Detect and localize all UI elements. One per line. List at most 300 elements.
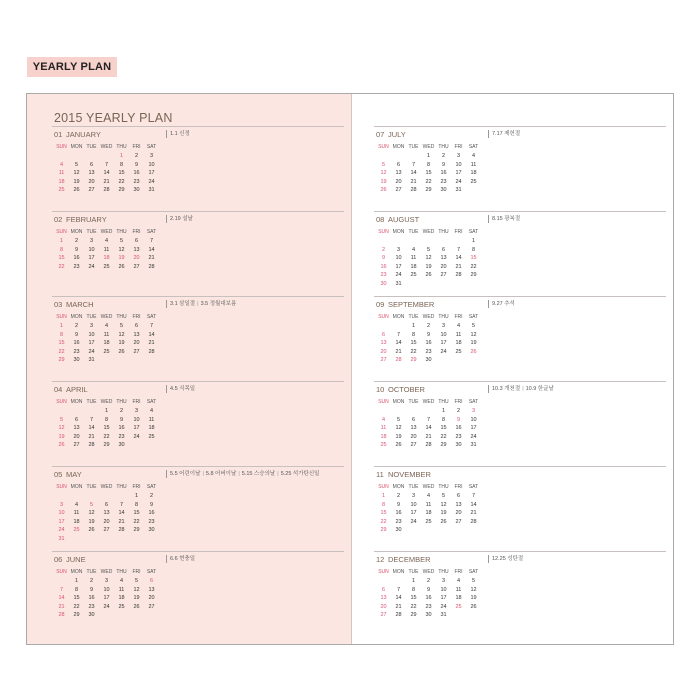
day-cell[interactable]: 25 — [455, 603, 462, 610]
day-cell[interactable]: 15 — [470, 255, 477, 262]
day-cell[interactable]: 19 — [73, 178, 80, 185]
day-cell[interactable]: 7 — [396, 331, 401, 338]
day-cell[interactable]: 1 — [411, 323, 416, 329]
day-cell[interactable]: 1 — [59, 238, 64, 244]
day-cell[interactable]: 10 — [58, 510, 65, 517]
day-cell[interactable]: 28 — [470, 518, 477, 525]
day-cell[interactable]: 24 — [440, 348, 447, 355]
day-cell[interactable]: 6 — [134, 323, 139, 329]
day-cell[interactable]: 18 — [470, 170, 477, 177]
day-cell[interactable]: 5 — [119, 238, 124, 244]
day-cell[interactable]: 12 — [118, 331, 125, 338]
day-cell[interactable]: 21 — [148, 340, 155, 347]
day-cell[interactable]: 26 — [440, 518, 447, 525]
day-cell[interactable]: 29 — [118, 187, 125, 194]
day-cell[interactable]: 11 — [148, 416, 155, 423]
day-cell[interactable]: 9 — [119, 416, 124, 423]
day-cell[interactable]: 15 — [73, 595, 80, 602]
day-cell[interactable]: 7 — [104, 161, 109, 168]
day-cell[interactable]: 21 — [118, 518, 125, 525]
day-cell[interactable]: 21 — [58, 603, 65, 610]
day-cell[interactable]: 8 — [411, 331, 416, 338]
day-cell[interactable]: 23 — [133, 178, 140, 185]
day-cell[interactable]: 19 — [380, 178, 387, 185]
day-cell[interactable]: 30 — [425, 357, 432, 364]
day-cell[interactable]: 6 — [411, 416, 416, 423]
day-cell[interactable]: 9 — [134, 161, 139, 168]
day-cell[interactable]: 28 — [425, 442, 432, 449]
day-cell[interactable]: 30 — [148, 527, 155, 534]
day-cell[interactable]: 13 — [133, 246, 140, 253]
day-cell[interactable]: 5 — [134, 578, 139, 584]
day-cell[interactable]: 8 — [134, 501, 139, 508]
day-cell[interactable]: 17 — [103, 595, 110, 602]
day-cell[interactable]: 24 — [440, 603, 447, 610]
day-cell[interactable]: 16 — [133, 170, 140, 177]
day-cell[interactable]: 22 — [118, 178, 125, 185]
day-cell[interactable]: 24 — [395, 272, 402, 279]
day-cell[interactable]: 19 — [395, 433, 402, 440]
day-cell[interactable]: 11 — [103, 331, 110, 338]
day-cell[interactable]: 24 — [88, 263, 95, 270]
day-cell[interactable]: 24 — [133, 433, 140, 440]
day-cell[interactable]: 21 — [395, 603, 402, 610]
day-cell[interactable]: 28 — [148, 348, 155, 355]
day-cell[interactable]: 29 — [103, 442, 110, 449]
day-cell[interactable]: 2 — [456, 408, 461, 414]
day-cell[interactable]: 1 — [119, 153, 124, 159]
day-cell[interactable]: 28 — [103, 187, 110, 194]
day-cell[interactable]: 27 — [133, 263, 140, 270]
day-cell[interactable]: 20 — [395, 178, 402, 185]
day-cell[interactable]: 20 — [380, 603, 387, 610]
day-cell[interactable]: 22 — [425, 178, 432, 185]
day-cell[interactable]: 24 — [410, 518, 417, 525]
day-cell[interactable]: 27 — [410, 442, 417, 449]
day-cell[interactable]: 19 — [133, 595, 140, 602]
day-cell[interactable]: 6 — [441, 246, 446, 253]
day-cell[interactable]: 20 — [380, 348, 387, 355]
day-cell[interactable]: 19 — [118, 340, 125, 347]
day-cell[interactable]: 10 — [440, 331, 447, 338]
day-cell[interactable]: 20 — [148, 595, 155, 602]
day-cell[interactable]: 11 — [425, 501, 432, 508]
day-cell[interactable]: 23 — [395, 518, 402, 525]
day-cell[interactable]: 1 — [59, 323, 64, 329]
day-cell[interactable]: 15 — [380, 510, 387, 517]
day-cell[interactable]: 11 — [73, 510, 80, 517]
day-cell[interactable]: 4 — [411, 246, 416, 253]
day-cell[interactable]: 1 — [104, 408, 109, 414]
day-cell[interactable]: 2 — [119, 408, 124, 414]
day-cell[interactable]: 26 — [133, 603, 140, 610]
day-cell[interactable]: 8 — [381, 501, 386, 508]
day-cell[interactable]: 17 — [470, 425, 477, 432]
day-cell[interactable]: 26 — [58, 442, 65, 449]
day-cell[interactable]: 12 — [440, 501, 447, 508]
day-cell[interactable]: 29 — [470, 272, 477, 279]
day-cell[interactable]: 30 — [133, 187, 140, 194]
day-cell[interactable]: 25 — [118, 603, 125, 610]
day-cell[interactable]: 29 — [440, 442, 447, 449]
day-cell[interactable]: 19 — [470, 340, 477, 347]
day-cell[interactable]: 15 — [410, 340, 417, 347]
day-cell[interactable]: 21 — [103, 178, 110, 185]
day-cell[interactable]: 18 — [148, 425, 155, 432]
day-cell[interactable]: 31 — [470, 442, 477, 449]
day-cell[interactable]: 24 — [455, 178, 462, 185]
day-cell[interactable]: 24 — [103, 603, 110, 610]
day-cell[interactable]: 17 — [440, 340, 447, 347]
day-cell[interactable]: 10 — [103, 586, 110, 593]
day-cell[interactable]: 31 — [88, 357, 95, 364]
day-cell[interactable]: 9 — [426, 586, 431, 593]
day-cell[interactable]: 27 — [440, 272, 447, 279]
day-cell[interactable]: 27 — [380, 357, 387, 364]
day-cell[interactable]: 12 — [58, 425, 65, 432]
day-cell[interactable]: 9 — [89, 586, 94, 593]
day-cell[interactable]: 31 — [455, 187, 462, 194]
day-cell[interactable]: 14 — [103, 170, 110, 177]
day-cell[interactable]: 2 — [149, 493, 154, 499]
day-cell[interactable]: 15 — [440, 425, 447, 432]
day-cell[interactable]: 25 — [148, 433, 155, 440]
day-cell[interactable]: 9 — [396, 501, 401, 508]
day-cell[interactable]: 4 — [456, 578, 461, 584]
day-cell[interactable]: 21 — [148, 255, 155, 262]
day-cell[interactable]: 22 — [73, 603, 80, 610]
day-cell[interactable]: 26 — [470, 603, 477, 610]
day-cell[interactable]: 17 — [148, 170, 155, 177]
day-cell[interactable]: 22 — [133, 518, 140, 525]
day-cell[interactable]: 14 — [455, 255, 462, 262]
day-cell[interactable]: 5 — [119, 323, 124, 329]
day-cell[interactable]: 14 — [88, 425, 95, 432]
day-cell[interactable]: 21 — [470, 510, 477, 517]
day-cell[interactable]: 23 — [118, 433, 125, 440]
day-cell[interactable]: 27 — [395, 187, 402, 194]
day-cell[interactable]: 14 — [118, 510, 125, 517]
day-cell[interactable]: 1 — [411, 578, 416, 584]
day-cell[interactable]: 21 — [425, 433, 432, 440]
day-cell[interactable]: 8 — [411, 586, 416, 593]
day-cell[interactable]: 23 — [425, 603, 432, 610]
day-cell[interactable]: 11 — [380, 425, 387, 432]
day-cell[interactable]: 10 — [470, 416, 477, 423]
day-cell[interactable]: 16 — [425, 340, 432, 347]
day-cell[interactable]: 28 — [410, 187, 417, 194]
day-cell[interactable]: 9 — [74, 246, 79, 253]
day-cell[interactable]: 10 — [88, 246, 95, 253]
day-cell[interactable]: 26 — [425, 272, 432, 279]
day-cell[interactable]: 13 — [88, 170, 95, 177]
day-cell[interactable]: 10 — [455, 161, 462, 168]
day-cell[interactable]: 30 — [425, 612, 432, 619]
day-cell[interactable]: 7 — [59, 586, 64, 593]
day-cell[interactable]: 9 — [381, 255, 386, 262]
day-cell[interactable]: 12 — [425, 255, 432, 262]
day-cell[interactable]: 23 — [88, 603, 95, 610]
day-cell[interactable]: 5 — [471, 578, 476, 584]
day-cell[interactable]: 2 — [441, 153, 446, 159]
day-cell[interactable]: 12 — [470, 586, 477, 593]
day-cell[interactable]: 5 — [426, 246, 431, 253]
day-cell[interactable]: 3 — [396, 246, 401, 253]
day-cell[interactable]: 16 — [73, 340, 80, 347]
day-cell[interactable]: 8 — [74, 586, 79, 593]
day-cell[interactable]: 18 — [103, 255, 110, 262]
day-cell[interactable]: 21 — [88, 433, 95, 440]
day-cell[interactable]: 8 — [441, 416, 446, 423]
day-cell[interactable]: 13 — [455, 501, 462, 508]
day-cell[interactable]: 23 — [73, 348, 80, 355]
day-cell[interactable]: 9 — [456, 416, 461, 423]
day-cell[interactable]: 12 — [133, 586, 140, 593]
day-cell[interactable]: 4 — [456, 323, 461, 329]
day-cell[interactable]: 22 — [410, 348, 417, 355]
day-cell[interactable]: 19 — [58, 433, 65, 440]
day-cell[interactable]: 11 — [410, 255, 417, 262]
day-cell[interactable]: 8 — [59, 331, 64, 338]
day-cell[interactable]: 31 — [440, 612, 447, 619]
day-cell[interactable]: 28 — [88, 442, 95, 449]
day-cell[interactable]: 15 — [410, 595, 417, 602]
day-cell[interactable]: 10 — [440, 586, 447, 593]
day-cell[interactable]: 3 — [89, 238, 94, 244]
day-cell[interactable]: 22 — [58, 263, 65, 270]
day-cell[interactable]: 16 — [148, 510, 155, 517]
day-cell[interactable]: 14 — [58, 595, 65, 602]
day-cell[interactable]: 22 — [103, 433, 110, 440]
day-cell[interactable]: 22 — [410, 603, 417, 610]
day-cell[interactable]: 4 — [149, 408, 154, 414]
day-cell[interactable]: 3 — [441, 323, 446, 329]
day-cell[interactable]: 29 — [425, 187, 432, 194]
day-cell[interactable]: 3 — [411, 493, 416, 499]
day-cell[interactable]: 23 — [148, 518, 155, 525]
day-cell[interactable]: 4 — [74, 501, 79, 508]
day-cell[interactable]: 6 — [89, 161, 94, 168]
day-cell[interactable]: 7 — [456, 246, 461, 253]
day-cell[interactable]: 23 — [440, 178, 447, 185]
day-cell[interactable]: 26 — [88, 527, 95, 534]
day-cell[interactable]: 23 — [73, 263, 80, 270]
day-cell[interactable]: 27 — [73, 442, 80, 449]
day-cell[interactable]: 29 — [380, 527, 387, 534]
day-cell[interactable]: 2 — [74, 323, 79, 329]
day-cell[interactable]: 16 — [425, 595, 432, 602]
day-cell[interactable]: 30 — [455, 442, 462, 449]
day-cell[interactable]: 9 — [426, 331, 431, 338]
day-cell[interactable]: 6 — [134, 238, 139, 244]
day-cell[interactable]: 5 — [74, 161, 79, 168]
day-cell[interactable]: 4 — [381, 416, 386, 423]
day-cell[interactable]: 5 — [396, 416, 401, 423]
day-cell[interactable]: 8 — [59, 246, 64, 253]
day-cell[interactable]: 25 — [380, 442, 387, 449]
day-cell[interactable]: 5 — [89, 501, 94, 508]
day-cell[interactable]: 30 — [440, 187, 447, 194]
day-cell[interactable]: 13 — [410, 425, 417, 432]
day-cell[interactable]: 19 — [440, 510, 447, 517]
day-cell[interactable]: 28 — [395, 357, 402, 364]
day-cell[interactable]: 10 — [88, 331, 95, 338]
day-cell[interactable]: 13 — [395, 170, 402, 177]
day-cell[interactable]: 24 — [470, 433, 477, 440]
day-cell[interactable]: 27 — [133, 348, 140, 355]
day-cell[interactable]: 14 — [148, 331, 155, 338]
day-cell[interactable]: 4 — [471, 153, 476, 159]
day-cell[interactable]: 11 — [103, 246, 110, 253]
day-cell[interactable]: 14 — [425, 425, 432, 432]
day-cell[interactable]: 27 — [455, 518, 462, 525]
day-cell[interactable]: 11 — [455, 331, 462, 338]
day-cell[interactable]: 1 — [134, 493, 139, 499]
day-cell[interactable]: 8 — [104, 416, 109, 423]
day-cell[interactable]: 29 — [410, 612, 417, 619]
day-cell[interactable]: 16 — [73, 255, 80, 262]
day-cell[interactable]: 29 — [410, 357, 417, 364]
day-cell[interactable]: 13 — [133, 331, 140, 338]
day-cell[interactable]: 2 — [74, 238, 79, 244]
day-cell[interactable]: 2 — [396, 493, 401, 499]
day-cell[interactable]: 7 — [119, 501, 124, 508]
day-cell[interactable]: 10 — [410, 501, 417, 508]
day-cell[interactable]: 27 — [380, 612, 387, 619]
day-cell[interactable]: 15 — [103, 425, 110, 432]
day-cell[interactable]: 30 — [88, 612, 95, 619]
day-cell[interactable]: 24 — [88, 348, 95, 355]
day-cell[interactable]: 1 — [381, 493, 386, 499]
day-cell[interactable]: 9 — [149, 501, 154, 508]
day-cell[interactable]: 25 — [58, 187, 65, 194]
day-cell[interactable]: 25 — [103, 263, 110, 270]
day-cell[interactable]: 3 — [441, 578, 446, 584]
day-cell[interactable]: 25 — [425, 518, 432, 525]
day-cell[interactable]: 30 — [380, 281, 387, 287]
day-cell[interactable]: 20 — [440, 263, 447, 270]
day-cell[interactable]: 6 — [381, 586, 386, 593]
day-cell[interactable]: 4 — [104, 323, 109, 329]
day-cell[interactable]: 17 — [440, 595, 447, 602]
day-cell[interactable]: 26 — [118, 348, 125, 355]
day-cell[interactable]: 30 — [118, 442, 125, 449]
day-cell[interactable]: 6 — [74, 416, 79, 423]
day-cell[interactable]: 3 — [456, 153, 461, 159]
day-cell[interactable]: 12 — [395, 425, 402, 432]
day-cell[interactable]: 13 — [103, 510, 110, 517]
day-cell[interactable]: 20 — [88, 178, 95, 185]
day-cell[interactable]: 22 — [58, 348, 65, 355]
day-cell[interactable]: 28 — [395, 612, 402, 619]
day-cell[interactable]: 16 — [455, 425, 462, 432]
day-cell[interactable]: 6 — [456, 493, 461, 499]
day-cell[interactable]: 18 — [455, 595, 462, 602]
day-cell[interactable]: 27 — [88, 187, 95, 194]
day-cell[interactable]: 14 — [395, 595, 402, 602]
day-cell[interactable]: 21 — [395, 348, 402, 355]
day-cell[interactable]: 17 — [58, 518, 65, 525]
day-cell[interactable]: 19 — [118, 255, 125, 262]
day-cell[interactable]: 7 — [149, 238, 154, 244]
day-cell[interactable]: 11 — [470, 161, 477, 168]
day-cell[interactable]: 17 — [395, 263, 402, 270]
day-cell[interactable]: 31 — [148, 187, 155, 194]
day-cell[interactable]: 17 — [88, 255, 95, 262]
day-cell[interactable]: 4 — [119, 578, 124, 584]
day-cell[interactable]: 1 — [74, 578, 79, 584]
day-cell[interactable]: 1 — [471, 238, 476, 244]
day-cell[interactable]: 5 — [441, 493, 446, 499]
day-cell[interactable]: 17 — [410, 510, 417, 517]
day-cell[interactable]: 29 — [133, 527, 140, 534]
day-cell[interactable]: 2 — [426, 578, 431, 584]
day-cell[interactable]: 6 — [149, 578, 154, 584]
day-cell[interactable]: 3 — [149, 153, 154, 159]
day-cell[interactable]: 8 — [471, 246, 476, 253]
day-cell[interactable]: 3 — [59, 501, 64, 508]
day-cell[interactable]: 8 — [119, 161, 124, 168]
day-cell[interactable]: 28 — [118, 527, 125, 534]
day-cell[interactable]: 24 — [58, 527, 65, 534]
day-cell[interactable]: 3 — [471, 408, 476, 414]
day-cell[interactable]: 17 — [455, 170, 462, 177]
day-cell[interactable]: 11 — [58, 170, 65, 177]
day-cell[interactable]: 25 — [73, 527, 80, 534]
day-cell[interactable]: 17 — [133, 425, 140, 432]
day-cell[interactable]: 18 — [455, 340, 462, 347]
day-cell[interactable]: 25 — [470, 178, 477, 185]
day-cell[interactable]: 13 — [440, 255, 447, 262]
day-cell[interactable]: 10 — [148, 161, 155, 168]
day-cell[interactable]: 20 — [103, 518, 110, 525]
day-cell[interactable]: 22 — [380, 518, 387, 525]
day-cell[interactable]: 26 — [380, 187, 387, 194]
day-cell[interactable]: 18 — [58, 178, 65, 185]
day-cell[interactable]: 26 — [470, 348, 477, 355]
day-cell[interactable]: 14 — [410, 170, 417, 177]
day-cell[interactable]: 27 — [148, 603, 155, 610]
day-cell[interactable]: 13 — [73, 425, 80, 432]
day-cell[interactable]: 18 — [118, 595, 125, 602]
day-cell[interactable]: 19 — [88, 518, 95, 525]
day-cell[interactable]: 15 — [133, 510, 140, 517]
day-cell[interactable]: 6 — [104, 501, 109, 508]
day-cell[interactable]: 20 — [73, 433, 80, 440]
day-cell[interactable]: 7 — [471, 493, 476, 499]
day-cell[interactable]: 20 — [410, 433, 417, 440]
day-cell[interactable]: 23 — [425, 348, 432, 355]
day-cell[interactable]: 30 — [395, 527, 402, 534]
day-cell[interactable]: 15 — [58, 255, 65, 262]
day-cell[interactable]: 28 — [58, 612, 65, 619]
day-cell[interactable]: 9 — [74, 331, 79, 338]
day-cell[interactable]: 21 — [455, 263, 462, 270]
day-cell[interactable]: 2 — [134, 153, 139, 159]
day-cell[interactable]: 5 — [381, 161, 386, 168]
day-cell[interactable]: 16 — [380, 263, 387, 270]
day-cell[interactable]: 21 — [410, 178, 417, 185]
day-cell[interactable]: 19 — [470, 595, 477, 602]
day-cell[interactable]: 6 — [381, 331, 386, 338]
day-cell[interactable]: 18 — [425, 510, 432, 517]
day-cell[interactable]: 7 — [396, 586, 401, 593]
day-cell[interactable]: 19 — [425, 263, 432, 270]
day-cell[interactable]: 12 — [470, 331, 477, 338]
day-cell[interactable]: 23 — [380, 272, 387, 279]
day-cell[interactable]: 6 — [396, 161, 401, 168]
day-cell[interactable]: 8 — [426, 161, 431, 168]
